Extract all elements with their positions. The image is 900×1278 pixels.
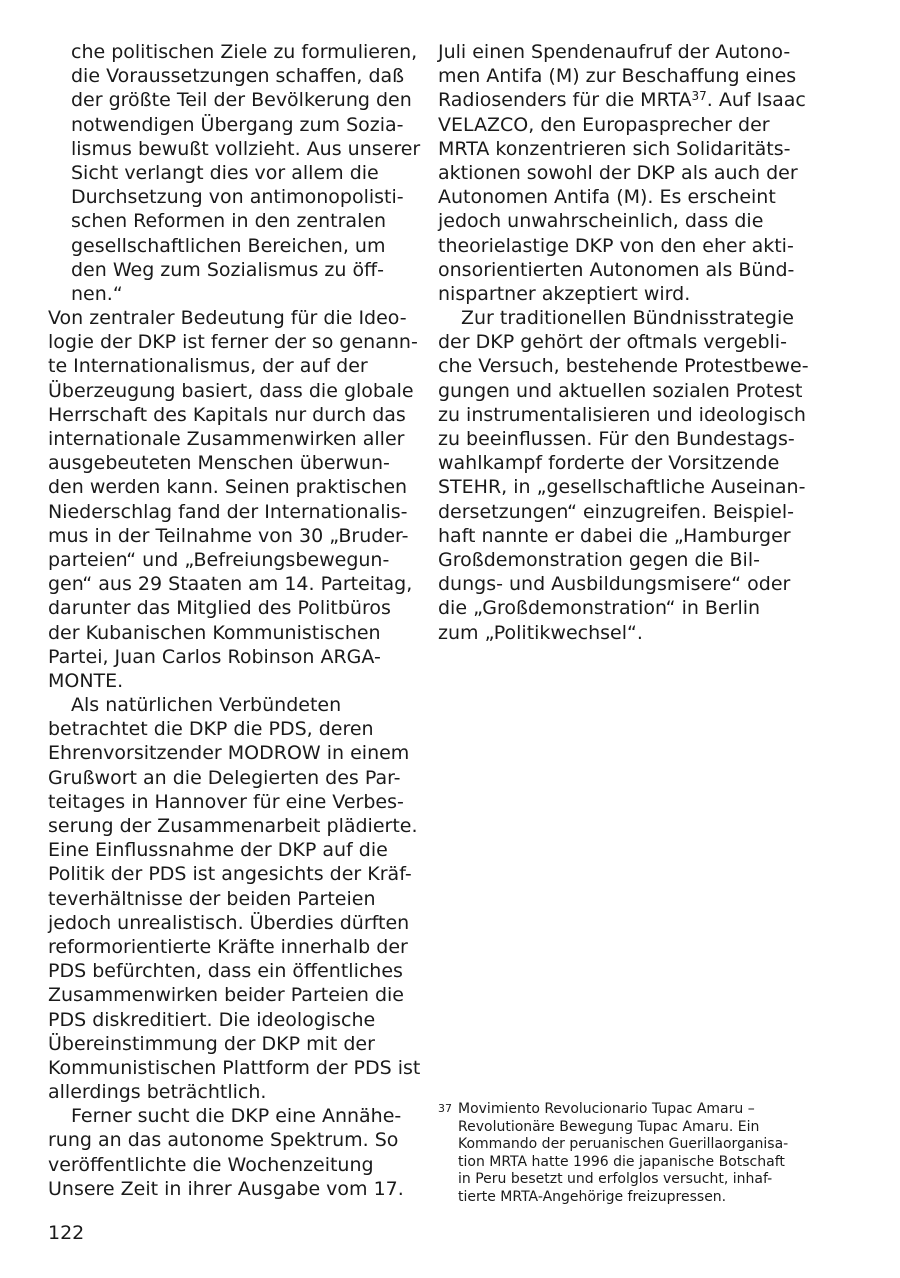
text-line: mus in der Teilnahme von 30 „Bruder-	[48, 524, 409, 547]
quote-line: gesellschaftlichen Bereichen, um	[71, 234, 386, 257]
text-line: Zusammenwirken beider Parteien die	[48, 984, 404, 1007]
line-text: . Auf Isaac	[706, 89, 806, 112]
text-line: Grußwort an die Delegierten des Par-	[48, 766, 401, 789]
text-line: VELAZCO, den Europasprecher der	[438, 113, 770, 136]
text-line: jedoch unwahrscheinlich, dass die	[438, 210, 764, 233]
text-line: Politik der PDS ist angesichts der Kräf-	[48, 863, 412, 886]
text-line: Unsere Zeit in ihrer Ausgabe vom 17.	[48, 1177, 404, 1200]
text-line	[438, 88, 806, 112]
text-line: teverhältnisse der beiden Parteien	[48, 887, 376, 910]
text-line: che Versuch, bestehende Protestbewe-	[438, 355, 809, 378]
right-column	[438, 40, 809, 645]
left-column	[48, 40, 421, 1201]
text-line: Großdemonstration gegen die Bil-	[438, 548, 760, 571]
page-number: 122	[48, 1222, 85, 1244]
block-quote	[48, 40, 421, 306]
quote-line: Durchsetzung von antimonopolisti-	[71, 186, 404, 209]
footnote-line: Movimiento Revolucionario Tupac Amaru –	[458, 1101, 755, 1117]
text-line: Von zentraler Bedeutung für die Ideo-	[48, 307, 407, 330]
quote-line: notwendigen Übergang zum Sozia-	[71, 113, 404, 136]
paragraph-autonome	[48, 1104, 408, 1201]
quote-line: der größte Teil der Bevölkerung den	[71, 89, 412, 112]
text-line: MONTE.	[48, 669, 124, 692]
text-line: Übereinstimmung der DKP mit der	[48, 1032, 375, 1055]
text-line: teitages in Hannover für eine Verbes-	[48, 790, 404, 813]
text-line: Juli einen Spendenaufruf der Autono-	[438, 41, 791, 63]
text-line: MRTA konzentrieren sich Solidaritäts-	[438, 137, 791, 160]
text-line: aktionen sowohl der DKP als auch der	[438, 161, 798, 184]
footnote-line: tion MRTA hatte 1996 die japanische Botschaft	[458, 1153, 785, 1170]
text-line: Partei, Juan Carlos Robinson ARGA-	[48, 645, 381, 668]
paragraph-buendnisstrategie	[438, 306, 809, 645]
text-line: veröffentlichte die Wochenzeitung	[48, 1153, 374, 1176]
paragraph-internationalismus	[48, 306, 418, 693]
text-line: betrachtet die DKP die PDS, deren	[48, 718, 374, 741]
quote-line: schen Reformen in den zentralen	[71, 210, 387, 233]
text-line: Niederschlag fand der Internationalis-	[48, 500, 408, 523]
text-line: der DKP gehört der oftmals vergebli-	[438, 331, 787, 354]
text-line: reformorientierte Kräfte innerhalb der	[48, 935, 408, 958]
text-line: Kommunistischen Plattform der PDS ist	[48, 1056, 421, 1079]
text-line: dungs- und Ausbildungsmisere“ oder	[438, 573, 791, 596]
text-line: dersetzungen“ einzugreifen. Beispiel-	[438, 500, 794, 523]
text-line: te Internationalismus, der auf der	[48, 355, 368, 378]
footnote-reference[interactable]: 37	[691, 89, 707, 104]
text-line: PDS befürchten, dass ein öffentliches	[48, 960, 403, 983]
paragraph-mrta	[438, 40, 806, 306]
quote-line: lismus bewußt vollzieht. Aus unserer	[71, 137, 421, 160]
text-line: die „Großdemonstration“ in Berlin	[438, 597, 761, 620]
text-line: Als natürlichen Verbündeten	[71, 694, 342, 717]
text-line: Zur traditionellen Bündnisstrategie	[461, 307, 794, 330]
text-line: theorielastige DKP von den eher akti-	[438, 234, 794, 257]
text-line: STEHR, in „gesellschaftliche Auseinan-	[438, 476, 806, 499]
text-line: gungen und aktuellen sozialen Protest	[438, 379, 803, 402]
text-line: jedoch unrealistisch. Überdies dürften	[48, 911, 410, 934]
text-line: gen“ aus 29 Staaten am 14. Parteitag,	[48, 573, 413, 596]
text-line: Überzeugung basiert, dass die globale	[48, 379, 414, 402]
text-line: Autonomen Antifa (M). Es erscheint	[438, 186, 776, 209]
text-line: zum „Politikwechsel“.	[438, 621, 643, 644]
text-line: Ehrenvorsitzender MODROW in einem	[48, 742, 410, 765]
text-line: zu instrumentalisieren und ideologisch	[438, 403, 806, 426]
text-line: men Antifa (M) zur Beschaffung eines	[438, 65, 797, 88]
text-line: parteien“ und „Befreiungsbewegun-	[48, 548, 390, 571]
text-line: Ferner sucht die DKP eine Annähe-	[71, 1105, 402, 1128]
text-line: darunter das Mitglied des Politbüros	[48, 597, 391, 620]
text-line: ausgebeuteten Menschen überwun-	[48, 452, 390, 475]
text-line: zu beeinflussen. Für den Bundestags-	[438, 428, 795, 450]
footnote-line: Kommando der peruanischen Guerillaorganisa-	[458, 1136, 789, 1152]
text-line: haft nannte er dabei die „Hamburger	[438, 524, 791, 547]
quote-line: die Voraussetzungen schaffen, daß	[71, 65, 405, 88]
footnote-number: 37	[438, 1102, 452, 1115]
quote-line: Sicht verlangt dies vor allem die	[71, 161, 379, 184]
text-line: der Kubanischen Kommunistischen	[48, 621, 381, 644]
text-line: internationale Zusammenwirken aller	[48, 428, 405, 450]
footnote	[438, 1101, 798, 1206]
text-line: onsorientierten Autonomen als Bünd-	[438, 258, 795, 281]
text-line: nispartner akzeptiert wird.	[438, 282, 691, 305]
text-line: rung an das autonome Spektrum. So	[48, 1129, 399, 1152]
quote-line: che politischen Ziele zu formulieren,	[71, 41, 418, 63]
text-line: logie der DKP ist ferner der so genann-	[48, 331, 418, 354]
quote-line: den Weg zum Sozialismus zu öff-	[71, 258, 385, 281]
paragraph-pds	[48, 693, 421, 1104]
quote-line: nen.“	[71, 282, 123, 305]
footnote-line: tierte MRTA-Angehörige freizupressen.	[458, 1188, 727, 1205]
text-line: PDS diskreditiert. Die ideologische	[48, 1008, 376, 1031]
text-line: den werden kann. Seinen praktischen	[48, 476, 408, 499]
line-text: Radiosenders für die MRTA	[438, 89, 692, 112]
text-line: Herrschaft des Kapitals nur durch das	[48, 403, 406, 426]
text-line: wahlkampf forderte der Vorsitzende	[438, 452, 780, 475]
footnote-line: in Peru besetzt und erfolglos versucht, inhaf-	[458, 1171, 773, 1187]
text-line: serung der Zusammenarbeit plädierte.	[48, 815, 418, 837]
text-line: Eine Einflussnahme der DKP auf die	[48, 839, 388, 862]
text-line: allerdings beträchtlich.	[48, 1081, 267, 1104]
footnote-line: Revolutionäre Bewegung Tupac Amaru. Ein	[458, 1118, 760, 1135]
